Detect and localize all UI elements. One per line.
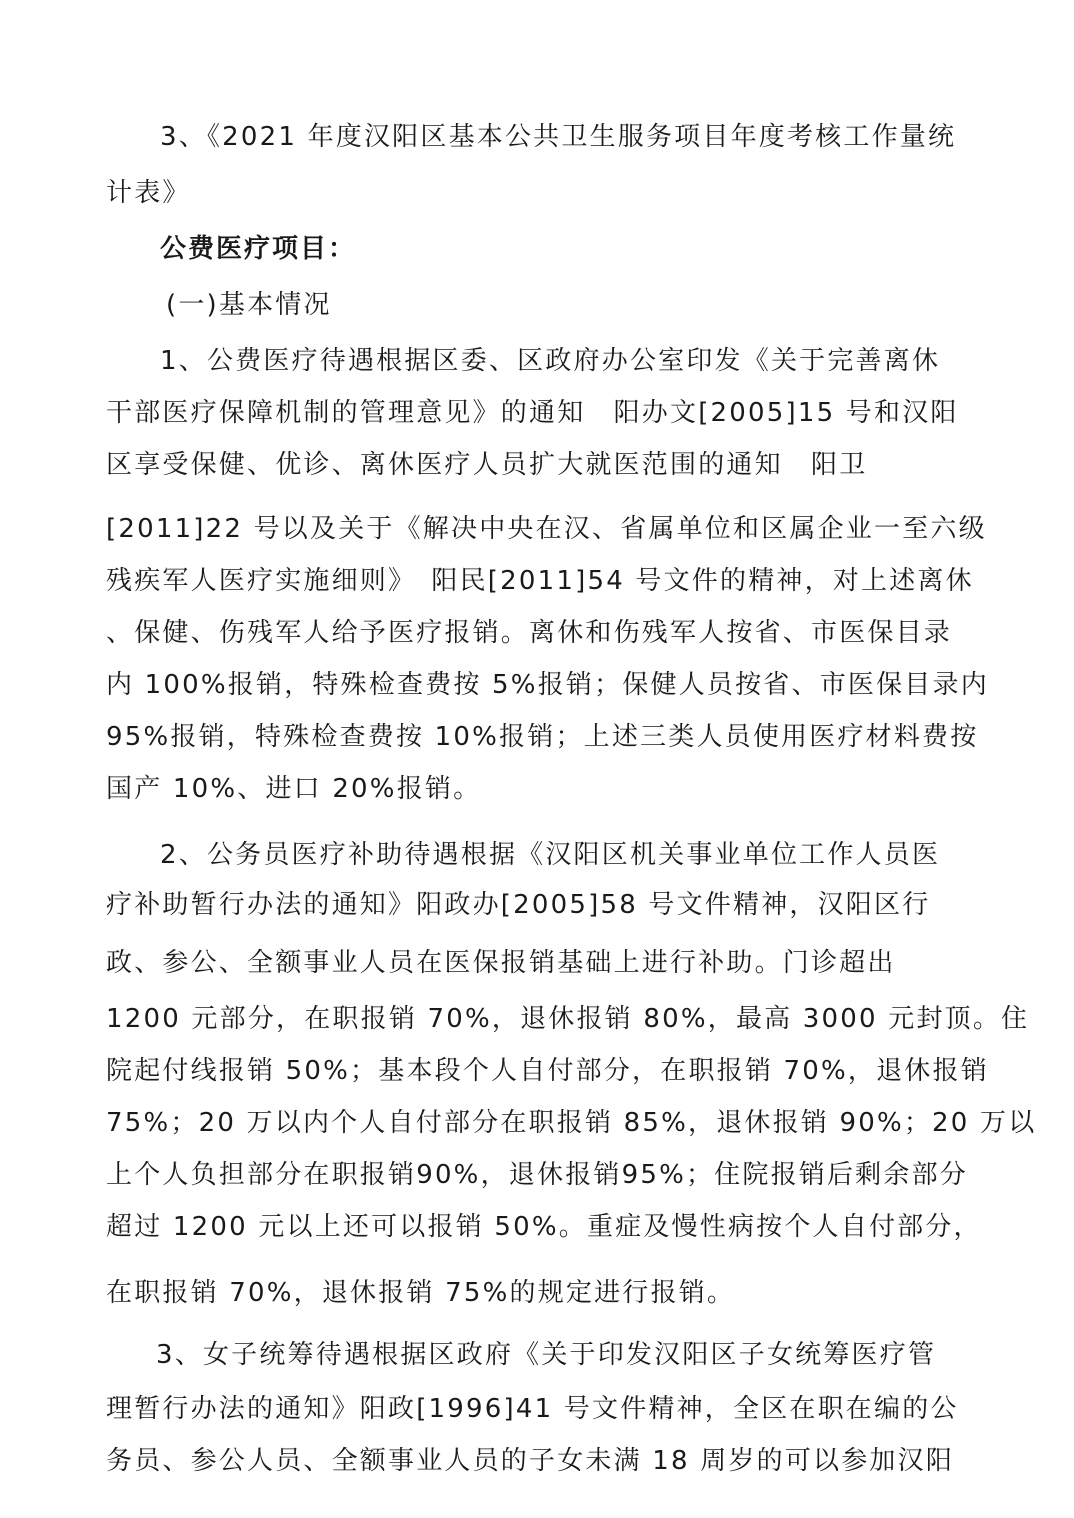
section-heading: 公费医疗项目： [160, 234, 357, 264]
paragraph-line: 内 100%报销，特殊检查费按 5%报销；保健人员按省、市医保目录内 [106, 670, 989, 700]
paragraph-line: 计表》 [106, 178, 191, 208]
paragraph-line: 国产 10%、进口 20%报销。 [106, 774, 482, 804]
paragraph-line: 上个人负担部分在职报销90%，退休报销95%；住院报销后剩余部分 [106, 1160, 968, 1190]
paragraph-line: 3、女子统筹待遇根据区政府《关于印发汉阳区子女统筹医疗管 [156, 1340, 937, 1370]
paragraph-line: 1、公费医疗待遇根据区委、区政府办公室印发《关于完善离休 [160, 346, 941, 376]
paragraph-line: 75%；20 万以内个人自付部分在职报销 85%，退休报销 90%；20 万以 [106, 1108, 1037, 1138]
paragraph-line: 、保健、伤残军人给予医疗报销。离休和伤残军人按省、市医保目录 [106, 618, 953, 648]
section-subheading: (一)基本情况 [166, 290, 332, 320]
paragraph-line: 院起付线报销 50%；基本段个人自付部分，在职报销 70%，退休报销 [106, 1056, 989, 1086]
paragraph-line: 在职报销 70%，退休报销 75%的规定进行报销。 [106, 1278, 736, 1308]
paragraph-line: [2011]22 号以及关于《解决中央在汉、省属单位和区属企业一至六级 [106, 514, 987, 544]
paragraph-line: 2、公务员医疗补助待遇根据《汉阳区机关事业单位工作人员医 [160, 840, 941, 870]
paragraph-line: 区享受保健、优诊、离休医疗人员扩大就医范围的通知 阳卫 [106, 450, 868, 480]
paragraph-line: 95%报销，特殊检查费按 10%报销；上述三类人员使用医疗材料费按 [106, 722, 979, 752]
paragraph-line: 3、《2021 年度汉阳区基本公共卫生服务项目年度考核工作量统 [160, 122, 957, 152]
paragraph-line: 疗补助暂行办法的通知》阳政办[2005]58 号文件精神，汉阳区行 [106, 890, 931, 920]
paragraph-line: 超过 1200 元以上还可以报销 50%。重症及慢性病按个人自付部分， [106, 1212, 982, 1242]
paragraph-line: 政、参公、全额事业人员在医保报销基础上进行补助。门诊超出 [106, 948, 896, 978]
paragraph-line: 1200 元部分，在职报销 70%，退休报销 80%，最高 3000 元封顶。住 [106, 1004, 1030, 1034]
paragraph-line: 务员、参公人员、全额事业人员的子女未满 18 周岁的可以参加汉阳 [106, 1446, 955, 1476]
paragraph-line: 残疾军人医疗实施细则》 阳民[2011]54 号文件的精神，对上述离休 [106, 566, 974, 596]
paragraph-line: 干部医疗保障机制的管理意见》的通知 阳办文[2005]15 号和汉阳 [106, 398, 959, 428]
paragraph-line: 理暂行办法的通知》阳政[1996]41 号文件精神，全区在职在编的公 [106, 1394, 959, 1424]
